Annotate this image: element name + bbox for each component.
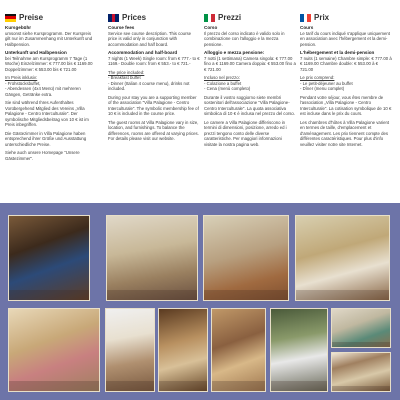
photo-shade: [271, 381, 327, 391]
paragraph: bei Teilnahme am Kursprogramm 7 Tage (1 Woche) Einzelzimmer: € 777.00 bis € 1169.00 Doppelzimmer: € 553.00 bis € 721.00: [5, 55, 93, 72]
paragraph: During your stay you are a supporting member of the association "Villa Palagione - Centro Interculturale". The symbolic membership fee of 10 € is included in the course price.: [108, 94, 199, 117]
photo-room-terracotta-floor: [203, 215, 289, 301]
included-item: - Frühstücksbuffet,: [5, 80, 41, 86]
section-heading: Corso: [204, 25, 218, 30]
photo-dining-terrace: [270, 308, 328, 392]
included-item: - Colazione a buffet: [204, 80, 242, 86]
photo-wood-beamed-room: [158, 308, 208, 392]
section-heading: Kursgebühr: [5, 25, 32, 30]
photo-room-bright-window: [105, 308, 155, 392]
paragraph: Service see course description. This course price is valid only in conjunction with accommodation and half board.: [108, 30, 192, 47]
paragraph: Durante il vostro soggiorno siete membri sostenitori dell'associazione "Villa Palagione-Centro Interculturale". La quota associativa simbolica di 10 € è inclusa nel prezzo del corso.: [204, 94, 295, 117]
photo-guest-room-blue-bed: [8, 215, 90, 301]
section-heading: Cours: [300, 25, 314, 30]
paragraph: Sie sind während Ihres Aufenthaltes Vorübergehend Mitglied des Vereins „Villa Palagione - Centro Interculturale". Der symbolische Mitgliedsbeitrag von 10 € ist im Preis inbegriffen.: [5, 100, 89, 128]
section-heading: Alloggio e mezza pensione:: [204, 50, 265, 56]
uk-flag-icon: [108, 14, 119, 22]
included-item: - Breakfast buffet: [108, 75, 141, 81]
photo-shade: [212, 381, 265, 391]
photo-room-green-bed: [331, 308, 391, 348]
column-title: Prezzi: [218, 13, 242, 22]
paragraph: umsonst siehe Kursprogramm. Der Kurspreis gilt nur im Zusammenhang mit Unterkunft und Halbpension.: [5, 30, 93, 47]
photo-shade: [332, 386, 390, 391]
column-heading: [5, 12, 97, 23]
photo-room-with-window: [106, 215, 198, 301]
included-heading: Le prix comprend:: [300, 75, 335, 81]
section-heading: Accommodation and half-board: [108, 50, 178, 56]
section-heading: L'hébergement et la demi-pension: [300, 50, 375, 56]
paragraph: Il prezzo del corso indicato è valido solo in combinazione con l'alloggio e la mezza pensione.: [204, 30, 285, 47]
included-heading: Incluso nel prezzo:: [204, 75, 240, 81]
paragraph: Pendant votre séjour, vous êtes membre de l'association „Villa Palagione - Centro Interculturale". La cotisation symbolique de 10 € est incluse dans le prix du cours.: [300, 94, 392, 117]
included-heading: The price included:: [108, 69, 145, 75]
paragraph: 7 nuits (1 semaine) Chambre simple: € 777.00 à € 1169.00 Chambre double: € 553.00 à € 721.00: [300, 55, 392, 72]
column-german: [5, 12, 97, 164]
photo-room-lamp: [211, 308, 266, 392]
paragraph: The guest rooms at Villa Palagione vary in size, location, and furnishings. To balance the differences, rooms are offered at varying prices. For details please visit our website.: [108, 119, 199, 142]
column-heading: [300, 12, 392, 23]
photo-shade: [159, 381, 207, 391]
photo-shade: [107, 290, 197, 300]
included-item: - Dinner (Italian 4 course menu), drinks not included.: [108, 80, 190, 92]
photo-shade: [9, 381, 99, 391]
column-heading: [108, 12, 200, 23]
column-heading: [204, 12, 296, 23]
column-french: [300, 12, 392, 150]
paragraph: Siehe auch unsere Homepage "Unsere Gästezimmer".: [5, 150, 80, 161]
photo-room-pink-bedspread: [8, 308, 100, 392]
photo-shade: [296, 290, 389, 300]
photo-beamed-ceiling-room: [331, 352, 391, 392]
photo-shade: [9, 290, 89, 300]
column-italian: [204, 12, 296, 150]
column-title: Preise: [19, 13, 44, 22]
paragraph: Les chambres d'hôtes à Villa Palagione varient en termes de taille, d'emplacement et d'aménagement. Les prix tiennent compte des différentes caractéristiques. Pour plus d'info veuillez visiter notre site Internet.: [300, 119, 390, 147]
photo-shade: [332, 342, 390, 347]
included-item: - Abendessen (4x4 Menü) mit mehreren Gängen, Getränke extra.: [5, 86, 81, 97]
german-flag-icon: [5, 14, 16, 22]
paragraph: Le tarif du cours indiqué s'applique uniquement en association avec l'hébergement et la demi-pension.: [300, 30, 390, 47]
french-flag-icon: [300, 14, 311, 22]
photo-band: [0, 203, 400, 400]
column-title: Prix: [314, 13, 330, 22]
paragraph: Le camere a Villa Palagione differiscono in termini di dimensioni, posizione, arredo ed i prezzi tengono conto delle diverse caratteristiche. Per maggiori informazioni visitate la nostra pagina web.: [204, 119, 287, 147]
included-item: - Cena (menù completo): [204, 86, 251, 92]
section-heading: Unterkunft und Halbpension: [5, 50, 67, 56]
paragraph: 7 nights (1 Week) Single room: from € 777.- to € 1169.- Double room: from € 553.- to € 721.-: [108, 55, 200, 67]
photo-shade: [204, 290, 288, 300]
included-item: - Le petit-déjeuner au buffet: [300, 80, 353, 86]
photo-shade: [106, 381, 154, 391]
column-english: [108, 12, 200, 145]
italian-flag-icon: [204, 14, 215, 22]
paragraph: 7 notti (1 settimana) Camera singola: € 777.00 fino a € 1169.00 Camera doppia: € 553.00 fino a € 721.00: [204, 55, 296, 72]
included-heading: Im Preis inklusiv:: [5, 75, 38, 81]
section-heading: Course fees: [108, 25, 135, 30]
column-title: Prices: [122, 13, 147, 22]
paragraph: Die Gästezimmer in Villa Palagione haben entsprechend ihrer Größe und Ausstattung unterschiedliche Preise.: [5, 130, 87, 147]
included-item: - Dîner (menu complet): [300, 86, 345, 92]
photo-room-white-bed: [295, 215, 390, 301]
